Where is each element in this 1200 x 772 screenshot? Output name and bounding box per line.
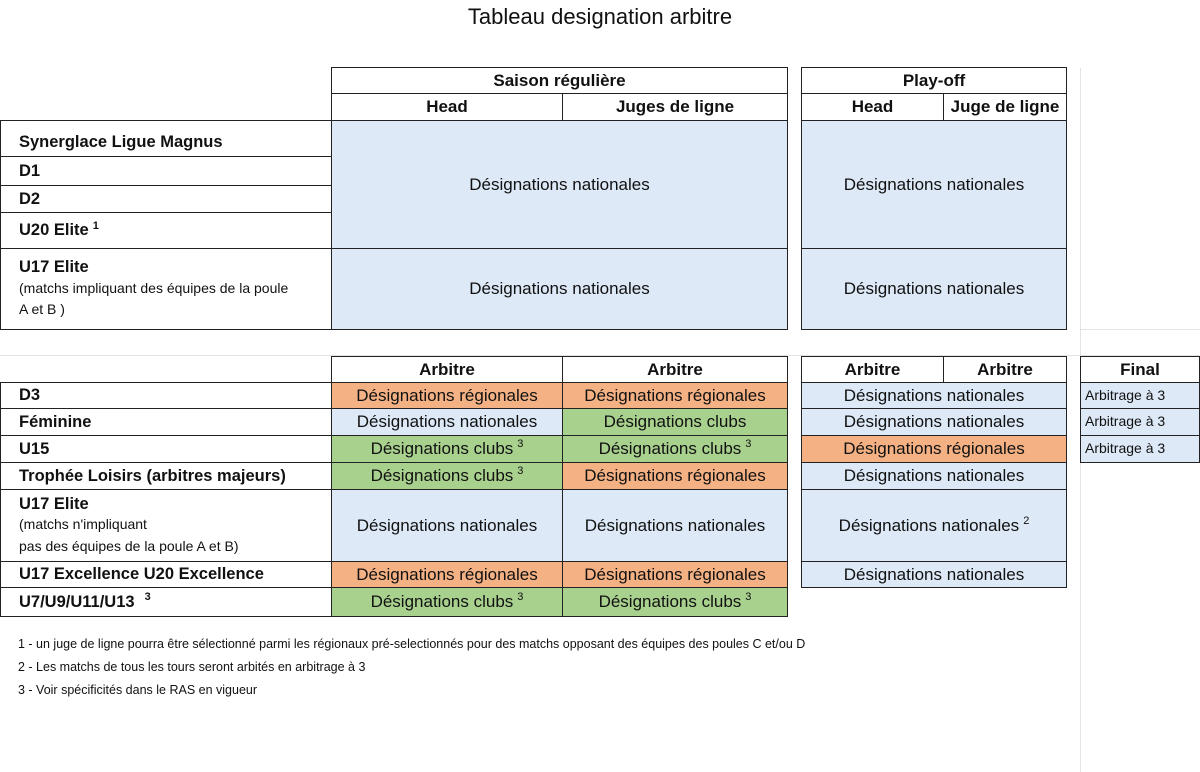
row-label-d1: D1 xyxy=(0,156,332,186)
cell-block1-saison: Désignations nationales xyxy=(331,120,788,249)
header-arbitre: Arbitre xyxy=(801,356,944,383)
footnote-marker: 3 xyxy=(517,465,524,478)
header-play-off: Play-off xyxy=(801,67,1067,94)
footnote-marker: 3 xyxy=(144,591,151,604)
row-label-u7-u13 xyxy=(0,587,332,617)
cell-feminine-final: Arbitrage à 3 xyxy=(1080,408,1200,436)
cell-feminine-arbitre1: Désignations nationales xyxy=(331,408,563,436)
row-label-feminine: Féminine xyxy=(0,408,332,436)
cell-d3-playoff: Désignations nationales xyxy=(801,382,1067,409)
u7-label-text: U7/U9/U11/U13 xyxy=(19,592,135,611)
footnote-marker: 3 xyxy=(745,591,752,604)
footnote-marker: 2 xyxy=(1023,514,1030,527)
cell-u15-arbitre2 xyxy=(562,435,788,463)
header-juges-de-ligne: Juges de ligne xyxy=(562,93,788,121)
header-head: Head xyxy=(331,93,563,121)
cell-u15-final: Arbitrage à 3 xyxy=(1080,435,1200,463)
row-label-u17-elite xyxy=(0,248,332,330)
footnote: 1 - un juge de ligne pourra être sélectionné parmi les régionaux pré-selectionnés pour des matchs opposant des équipes des poules C et/ou D xyxy=(18,637,806,651)
row-label-u20-elite xyxy=(0,212,332,249)
header-playoff-juge: Juge de ligne xyxy=(943,93,1067,121)
cell-text: Désignations clubs xyxy=(598,439,742,459)
u17-bottom-label-sub: (matchs n'impliquant xyxy=(19,516,147,533)
cell-trophee-arbitre2: Désignations régionales xyxy=(562,462,788,490)
cell-u15-playoff: Désignations régionales xyxy=(801,435,1067,463)
cell-block2-saison: Désignations nationales xyxy=(331,248,788,330)
cell-excellence-arbitre1: Désignations régionales xyxy=(331,561,563,588)
u17-label-text: U17 Elite xyxy=(19,258,89,276)
row-label-u17-elite-bottom xyxy=(0,489,332,562)
gridline xyxy=(1080,329,1200,330)
cell-excellence-playoff: Désignations nationales xyxy=(801,561,1067,588)
cell-excellence-arbitre2: Désignations régionales xyxy=(562,561,788,588)
header-saison-reguliere: Saison régulière xyxy=(331,67,788,94)
footnote-marker: 3 xyxy=(745,438,752,451)
header-arbitre: Arbitre xyxy=(943,356,1067,383)
row-label-d3: D3 xyxy=(0,382,332,409)
row-label-u17-excellence: U17 Excellence U20 Excellence xyxy=(0,561,332,588)
cell-u17-arbitre1: Désignations nationales xyxy=(331,489,563,562)
cell-block1-playoff: Désignations nationales xyxy=(801,120,1067,249)
u17-label-sub: (matchs impliquant des équipes de la poule xyxy=(19,279,289,296)
row-label-u15: U15 xyxy=(0,435,332,463)
header-playoff-head: Head xyxy=(801,93,944,121)
cell-trophee-arbitre1 xyxy=(331,462,563,490)
page-title: Tableau designation arbitre xyxy=(467,4,733,29)
cell-text: Désignations nationales xyxy=(838,515,1020,535)
u20-label-text: U20 Elite xyxy=(19,221,89,240)
footnote-marker: 3 xyxy=(517,438,524,451)
cell-d3-arbitre1: Désignations régionales xyxy=(331,382,563,409)
cell-u15-arbitre1 xyxy=(331,435,563,463)
cell-feminine-playoff: Désignations nationales xyxy=(801,408,1067,436)
footnote: 3 - Voir spécificités dans le RAS en vigueur xyxy=(18,683,258,697)
footnote: 2 - Les matchs de tous les tours seront arbités en arbitrage à 3 xyxy=(18,660,366,674)
cell-text: Désignations clubs xyxy=(370,466,514,486)
u17-bottom-label-text: U17 Elite xyxy=(19,494,89,513)
footnote-marker: 1 xyxy=(92,219,99,232)
row-label-trophee-loisirs: Trophée Loisirs (arbitres majeurs) xyxy=(0,462,332,490)
cell-u7-arbitre1 xyxy=(331,587,563,617)
cell-d3-final: Arbitrage à 3 xyxy=(1080,382,1200,409)
header-final: Final xyxy=(1080,356,1200,383)
cell-text: Désignations clubs xyxy=(370,592,514,612)
cell-text: Désignations clubs xyxy=(598,592,742,612)
cell-u17-arbitre2: Désignations nationales xyxy=(562,489,788,562)
u17-bottom-label-sub: pas des équipes de la poule A et B) xyxy=(19,537,239,554)
header-arbitre: Arbitre xyxy=(562,356,788,383)
row-label-magnus: Synerglace Ligue Magnus xyxy=(0,120,332,157)
footnote-marker: 3 xyxy=(517,591,524,604)
cell-u7-arbitre2 xyxy=(562,587,788,617)
cell-text: Désignations clubs xyxy=(370,439,514,459)
cell-u17-playoff xyxy=(801,489,1067,562)
cell-feminine-arbitre2: Désignations clubs xyxy=(562,408,788,436)
u17-label-sub: A et B ) xyxy=(19,301,65,318)
cell-d3-arbitre2: Désignations régionales xyxy=(562,382,788,409)
cell-block2-playoff: Désignations nationales xyxy=(801,248,1067,330)
header-arbitre: Arbitre xyxy=(331,356,563,383)
cell-trophee-playoff: Désignations nationales xyxy=(801,462,1067,490)
row-label-d2: D2 xyxy=(0,185,332,213)
